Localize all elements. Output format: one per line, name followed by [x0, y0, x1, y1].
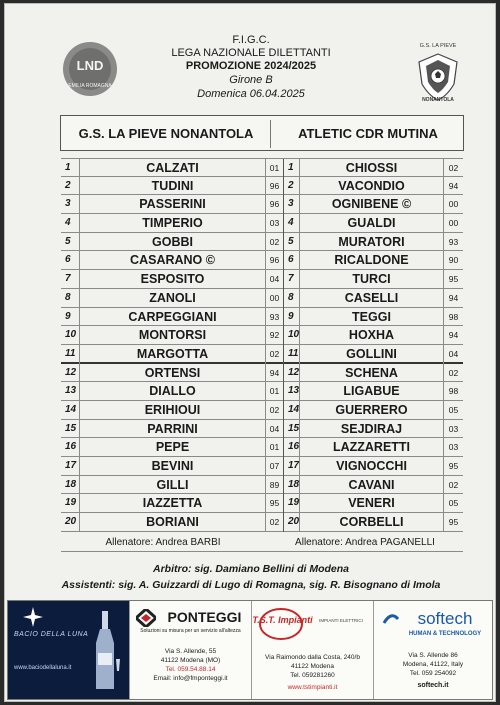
- sponsor-tst-impianti: [252, 601, 374, 699]
- player-number: 14: [65, 403, 77, 415]
- player-number: 4: [65, 217, 71, 229]
- table-row: [61, 270, 463, 289]
- away-player-year: 98: [443, 382, 463, 401]
- assistants-line: Assistenti: sig. A. Guizzardi di Lugo di Romagna, sig. R. Bisognano di Imola: [61, 579, 441, 591]
- tst-brand: T.S.T. Impianti: [252, 615, 313, 625]
- away-player-name: TEGGI: [299, 308, 443, 327]
- softech-address1: Via S. Allende 86: [408, 652, 458, 659]
- player-number: 6: [283, 251, 299, 270]
- crest-bottom-text: NONANTOLA: [422, 97, 454, 102]
- home-player-year: 96: [265, 177, 283, 196]
- away-team-name: ATLETIC CDR MUTINA: [298, 126, 438, 141]
- home-player-year: 04: [265, 420, 283, 439]
- ponteggi-address2: 41122 Modena (MO): [160, 657, 221, 664]
- away-player-year: 95: [443, 270, 463, 289]
- table-row: [61, 457, 463, 476]
- home-player-year: 02: [265, 513, 283, 532]
- away-player-year: 02: [443, 364, 463, 383]
- player-number: 1: [283, 159, 299, 178]
- roster-table: [61, 158, 463, 532]
- table-row: [61, 177, 463, 196]
- player-number: 16: [65, 441, 77, 453]
- away-player-name: OGNIBENE ©: [299, 195, 443, 214]
- table-row: [61, 401, 463, 420]
- away-player-name: GUALDI: [299, 214, 443, 233]
- bacio-url: www.baciodellaluna.it: [14, 665, 72, 671]
- away-player-name: TURCI: [299, 270, 443, 289]
- away-player-year: 93: [443, 233, 463, 252]
- away-player-name: LAZZARETTI: [299, 438, 443, 457]
- player-number: 11: [65, 347, 76, 359]
- home-player-year: 93: [265, 308, 283, 327]
- away-player-year: 00: [443, 214, 463, 233]
- player-number: 12: [283, 364, 299, 383]
- away-player-year: 98: [443, 308, 463, 327]
- table-row: [61, 158, 463, 177]
- home-player-name: PASSERINI: [79, 195, 265, 214]
- away-player-year: 94: [443, 326, 463, 345]
- softech-url: softech.it: [417, 682, 449, 689]
- away-player-year: 02: [443, 476, 463, 495]
- away-player-name: RICALDONE: [299, 251, 443, 270]
- home-player-name: GILLI: [79, 476, 265, 495]
- player-number: 13: [283, 382, 299, 401]
- sponsor-softech: [374, 601, 492, 699]
- player-number: 3: [283, 195, 299, 214]
- home-player-name: CALZATI: [79, 159, 265, 178]
- star-sparkle-icon: [18, 607, 48, 627]
- away-player-year: 00: [443, 195, 463, 214]
- away-player-name: CASELLI: [299, 289, 443, 308]
- table-row: [61, 438, 463, 457]
- lineup-sheet: [4, 3, 496, 702]
- home-player-year: 01: [265, 382, 283, 401]
- ponteggi-phone: Tel. 059.54.88.14: [165, 666, 216, 673]
- player-number: 9: [283, 308, 299, 327]
- away-coach: Allenatore: Andrea PAGANELLI: [295, 537, 435, 548]
- home-player-name: TIMPERIO: [79, 214, 265, 233]
- away-player-year: 04: [443, 345, 463, 364]
- player-number: 10: [283, 326, 299, 345]
- player-number: 2: [283, 177, 299, 196]
- home-player-year: 03: [265, 214, 283, 233]
- away-player-name: MURATORI: [299, 233, 443, 252]
- away-player-year: 94: [443, 177, 463, 196]
- table-row: [61, 494, 463, 513]
- home-player-name: ORTENSI: [79, 364, 265, 383]
- softech-tagline: HUMAN & TECHNOLOGY: [408, 631, 482, 637]
- away-player-name: SEJDIRAJ: [299, 420, 443, 439]
- away-player-name: GUERRERO: [299, 401, 443, 420]
- home-player-year: 07: [265, 457, 283, 476]
- bacio-brand: BACIO DELLA LUNA: [14, 631, 89, 638]
- federation-label: F.I.G.C.: [232, 34, 270, 46]
- home-player-year: 00: [265, 289, 283, 308]
- player-number: 7: [283, 270, 299, 289]
- home-player-name: BEVINI: [79, 457, 265, 476]
- group-label: Girone B: [229, 74, 273, 86]
- sponsor-bacio-della-luna: [8, 601, 130, 699]
- away-player-year: 95: [443, 457, 463, 476]
- ponteggi-address1: Via S. Allende, 55: [164, 648, 217, 655]
- ponteggi-email: Email: info@fmponteggi.it: [153, 675, 228, 682]
- ponteggi-tagline: Soluzioni su misura per un servizio all'altezza: [140, 628, 241, 634]
- away-player-year: 03: [443, 420, 463, 439]
- away-player-year: 05: [443, 494, 463, 513]
- away-player-name: CORBELLI: [299, 513, 443, 532]
- softech-brand: softech: [417, 609, 473, 628]
- tst-address2: 41122 Modena: [291, 663, 334, 670]
- player-number: 7: [65, 273, 71, 285]
- teams-box: [60, 115, 464, 151]
- competition-label: PROMOZIONE 2024/2025: [185, 60, 317, 72]
- table-row: [61, 195, 463, 214]
- home-player-year: 89: [265, 476, 283, 495]
- player-number: 20: [283, 513, 299, 532]
- player-number: 14: [283, 401, 299, 420]
- away-player-name: VENERI: [299, 494, 443, 513]
- tst-url: www.tstimpianti.it: [287, 684, 338, 691]
- lnd-logo-text: LND: [76, 58, 104, 73]
- home-player-year: 02: [265, 345, 283, 364]
- player-number: 20: [65, 516, 77, 528]
- table-row: [61, 308, 463, 327]
- table-row: [61, 289, 463, 308]
- table-row: [61, 345, 463, 364]
- player-number: 19: [283, 494, 299, 513]
- table-row: [61, 251, 463, 270]
- home-player-name: BORIANI: [79, 513, 265, 532]
- away-player-name: VIGNOCCHI: [299, 457, 443, 476]
- home-player-name: GOBBI: [79, 233, 265, 252]
- tst-tagline: IMPIANTI ELETTRICI: [319, 618, 363, 623]
- ponteggi-brand: PONTEGGI: [167, 609, 242, 625]
- home-player-name: CARPEGGIANI: [79, 308, 265, 327]
- home-player-year: 95: [265, 494, 283, 513]
- away-player-name: HOXHA: [299, 326, 443, 345]
- tst-address1: Via Raimondo dalla Costa, 240/b: [265, 654, 360, 661]
- away-player-name: CAVANI: [299, 476, 443, 495]
- home-player-name: MARGOTTA: [79, 345, 265, 364]
- home-player-year: 02: [265, 233, 283, 252]
- away-player-year: 94: [443, 289, 463, 308]
- player-number: 8: [65, 291, 71, 303]
- league-label: LEGA NAZIONALE DILETTANTI: [171, 47, 331, 59]
- player-number: 12: [65, 366, 77, 378]
- player-number: 18: [65, 478, 77, 490]
- table-row: [61, 214, 463, 233]
- player-number: 19: [65, 497, 77, 509]
- away-player-name: VACONDIO: [299, 177, 443, 196]
- table-row: [61, 233, 463, 252]
- crest-top-text: G.S. LA PIEVE: [419, 43, 457, 49]
- home-player-year: 01: [265, 438, 283, 457]
- tst-phone: Tel. 059281260: [290, 672, 335, 679]
- player-number: 10: [65, 329, 77, 341]
- match-date: Domenica 06.04.2025: [197, 88, 305, 100]
- softech-phone: Tel. 059 254092: [409, 670, 457, 677]
- away-player-name: CHIOSSI: [299, 159, 443, 178]
- home-player-year: 04: [265, 270, 283, 289]
- player-number: 5: [283, 233, 299, 252]
- home-player-name: DIALLO: [79, 382, 265, 401]
- home-player-name: PEPE: [79, 438, 265, 457]
- sponsor-strip: [7, 600, 493, 700]
- player-number: 2: [65, 179, 71, 191]
- home-player-year: 02: [265, 401, 283, 420]
- away-player-year: 90: [443, 251, 463, 270]
- away-player-year: 05: [443, 401, 463, 420]
- home-player-name: MONTORSI: [79, 326, 265, 345]
- home-player-name: CASARANO ©: [79, 251, 265, 270]
- player-number: 18: [283, 476, 299, 495]
- referee-line: Arbitro: sig. Damiano Bellini di Modena: [152, 563, 349, 575]
- table-row: [61, 420, 463, 439]
- player-number: 15: [283, 420, 299, 439]
- home-player-year: 92: [265, 326, 283, 345]
- home-player-name: PARRINI: [79, 420, 265, 439]
- player-number: 3: [65, 198, 71, 210]
- table-row: [61, 382, 463, 401]
- home-player-name: TUDINI: [79, 177, 265, 196]
- away-player-name: SCHENA: [299, 364, 443, 383]
- away-player-year: 02: [443, 159, 463, 178]
- home-player-year: 96: [265, 195, 283, 214]
- home-team-name: G.S. LA PIEVE NONANTOLA: [78, 126, 254, 141]
- home-player-year: 94: [265, 364, 283, 383]
- home-player-name: ESPOSITO: [79, 270, 265, 289]
- table-row: [61, 364, 463, 383]
- player-number: 15: [65, 422, 77, 434]
- lnd-logo-subtext: EMILIA ROMAGNA: [68, 83, 112, 89]
- home-player-year: 96: [265, 251, 283, 270]
- away-player-year: 03: [443, 438, 463, 457]
- softech-address2: Modena, 41122, Italy: [402, 661, 464, 668]
- away-player-year: 95: [443, 513, 463, 532]
- player-number: 5: [65, 235, 71, 247]
- home-player-name: ZANOLI: [79, 289, 265, 308]
- home-player-name: IAZZETTA: [79, 494, 265, 513]
- home-player-year: 01: [265, 159, 283, 178]
- away-player-name: GOLLINI: [299, 345, 443, 364]
- coach-divider: [61, 551, 463, 552]
- player-number: 6: [65, 254, 71, 266]
- player-number: 9: [65, 310, 71, 322]
- table-row: [61, 476, 463, 495]
- player-number: 17: [65, 460, 77, 471]
- player-number: 1: [65, 162, 71, 173]
- player-number: 8: [283, 289, 299, 308]
- champagne-bottle-icon: [92, 609, 122, 693]
- player-number: 13: [65, 385, 77, 397]
- player-number: 17: [283, 457, 299, 476]
- table-row: [61, 513, 463, 532]
- home-coach: Allenatore: Andrea BARBI: [105, 537, 221, 548]
- away-player-name: LIGABUE: [299, 382, 443, 401]
- home-player-name: ERIHIOUI: [79, 401, 265, 420]
- player-number: 16: [283, 438, 299, 457]
- table-row: [61, 326, 463, 345]
- player-number: 11: [283, 345, 299, 364]
- player-number: 4: [283, 214, 299, 233]
